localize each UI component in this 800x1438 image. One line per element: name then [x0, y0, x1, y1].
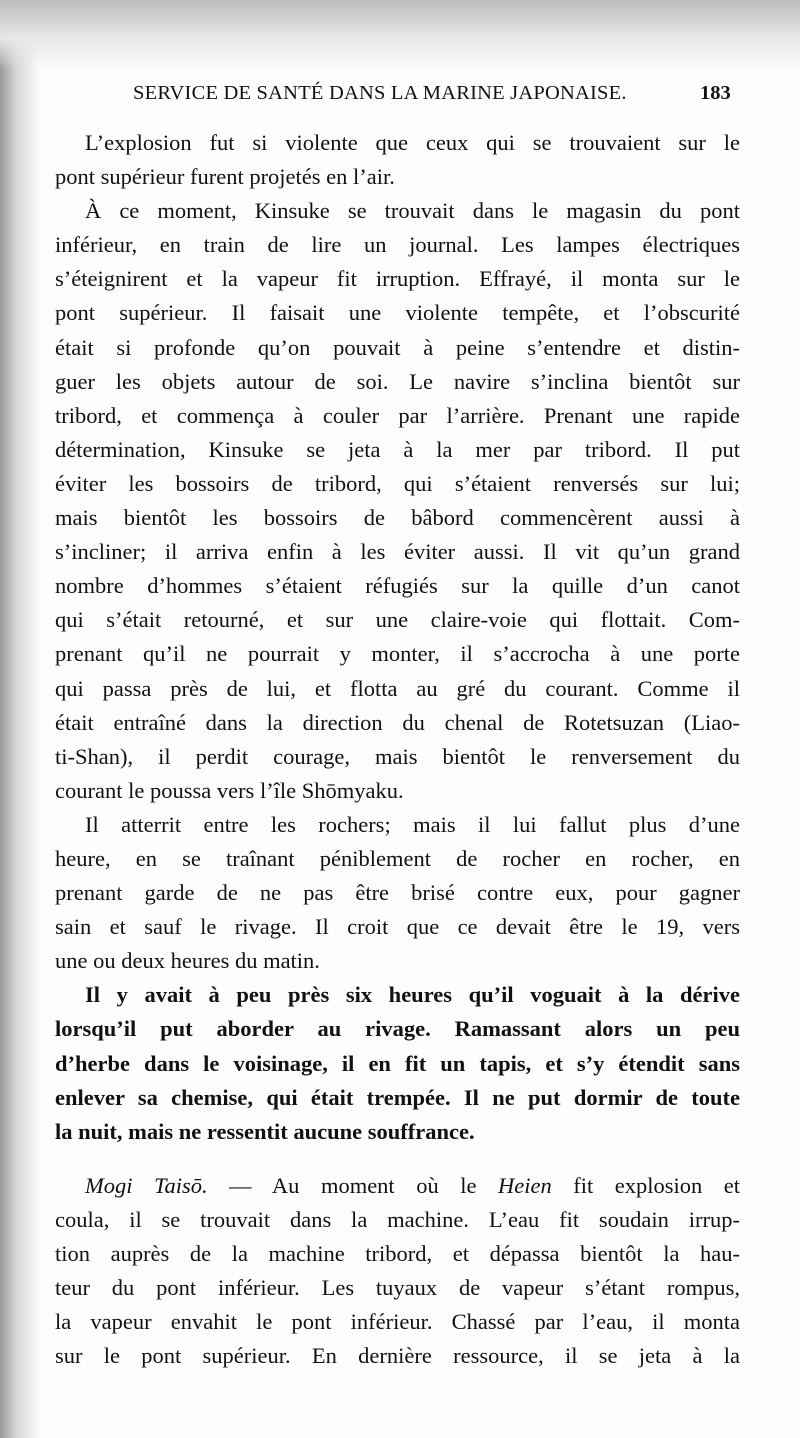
paragraph-2: [55, 194, 740, 808]
text-line: enlever sa chemise, qui était trempée. Il ne put dormir de toute: [55, 1084, 740, 1110]
text-line: s’incliner; il arriva enfin à les éviter aussi. Il vit qu’un grand: [55, 539, 740, 565]
text-line: détermination, Kinsuke se jeta à la mer par tribord. Il put: [55, 436, 740, 462]
em-dash: —: [229, 1172, 252, 1198]
text-line: mais bientôt les bossoirs de bâbord commencèrent aussi à: [55, 505, 740, 531]
text-line: tion auprès de la machine tribord, et dépassa bientôt la hau-: [55, 1241, 740, 1266]
section-first-line-b: fit explosion et: [573, 1172, 740, 1198]
text-line: Il atterrit entre les rochers; mais il lui fallut plus d’une: [85, 811, 740, 837]
text-line: la nuit, mais ne ressentit aucune souffrance.: [55, 1118, 475, 1144]
text-line: d’herbe dans le voisinage, il en fit un tapis, et s’y étendit sans: [55, 1050, 740, 1076]
running-header-title: SERVICE DE SANTÉ DANS LA MARINE JAPONAISE.: [133, 82, 627, 104]
text-line: était entraîné dans la direction du chenal de Rotetsuzan (Liao-: [55, 709, 740, 735]
text-line: sain et sauf le rivage. Il croit que ce devait être le 19, vers: [55, 914, 740, 940]
paragraph-3: [55, 808, 740, 978]
text-line: était si profonde qu’on pouvait à peine s’entendre et distin-: [55, 334, 740, 360]
text-line: [55, 1169, 740, 1203]
text-line: la vapeur envahit le pont inférieur. Chassé par l’eau, il monta: [55, 1309, 740, 1335]
text-line: coula, il se trouvait dans la machine. L’eau fit soudain irrup-: [55, 1206, 740, 1232]
text-line: lorsqu’il put aborder au rivage. Ramassant alors un peu: [55, 1016, 740, 1042]
text-line: inférieur, en train de lire un journal. Les lampes électriques: [55, 232, 740, 258]
text-line: tribord, et commença à couler par l’arrière. Prenant une rapide: [55, 402, 740, 428]
text-line: s’éteignirent et la vapeur fit irruption. Effrayé, il monta sur le: [55, 266, 740, 292]
text-line: éviter les bossoirs de tribord, qui s’étaient renversés sur lui;: [55, 470, 740, 496]
text-line: guer les objets autour de soi. Le navire s’inclina bientôt sur: [55, 368, 740, 394]
section-first-line-a: Au moment où le: [271, 1172, 477, 1198]
text-line: nombre d’hommes s’étaient réfugiés sur la quille d’un canot: [55, 573, 740, 599]
ship-name-heien: Heien: [498, 1172, 552, 1198]
text-line: heure, en se traînant péniblement de rocher en rocher, en: [55, 845, 740, 871]
text-line: À ce moment, Kinsuke se trouvait dans le magasin du pont: [85, 198, 740, 224]
text-line: pont supérieur furent projetés en l’air.: [55, 164, 395, 190]
text-line: une ou deux heures du matin.: [55, 948, 320, 974]
text-line: L’explosion fut si violente que ceux qui se trouvaient sur le: [85, 130, 740, 155]
text-line: ti-Shan), il perdit courage, mais bientôt le renversement du: [55, 743, 740, 769]
scan-left-edge-shadow: [0, 0, 40, 1438]
text-line: pont supérieur. Il faisait une violente tempête, et l’obscurité: [55, 300, 740, 326]
scan-top-edge-shadow: [0, 0, 800, 70]
text-line: sur le pont supérieur. En dernière ressource, il se jeta à la: [55, 1343, 740, 1369]
paragraph-4: [55, 978, 740, 1148]
text-line: prenant qu’il ne pourrait y monter, il s’accrocha à une porte: [55, 641, 740, 667]
text-line: prenant garde de ne pas être brisé contre eux, pour gagner: [55, 880, 740, 906]
running-header: [0, 78, 800, 108]
text-line: qui s’était retourné, et sur une claire-voie qui flottait. Com-: [55, 607, 740, 633]
text-line: Il y avait à peu près six heures qu’il voguait à la dérive: [85, 982, 740, 1008]
paragraph-1: [55, 126, 740, 194]
section-mogi-taiso: [55, 1169, 740, 1374]
text-line: courant le poussa vers l’île Shōmyaku.: [55, 777, 404, 803]
page-number: 183: [700, 82, 731, 104]
text-line: teur du pont inférieur. Les tuyaux de vapeur s’étant rompus,: [55, 1275, 740, 1301]
section-gap: [55, 1149, 740, 1169]
text-line: qui passa près de lui, et flotta au gré du courant. Comme il: [55, 675, 740, 701]
body-text: [55, 126, 740, 1373]
section-name: Mogi Taisō.: [85, 1172, 208, 1198]
